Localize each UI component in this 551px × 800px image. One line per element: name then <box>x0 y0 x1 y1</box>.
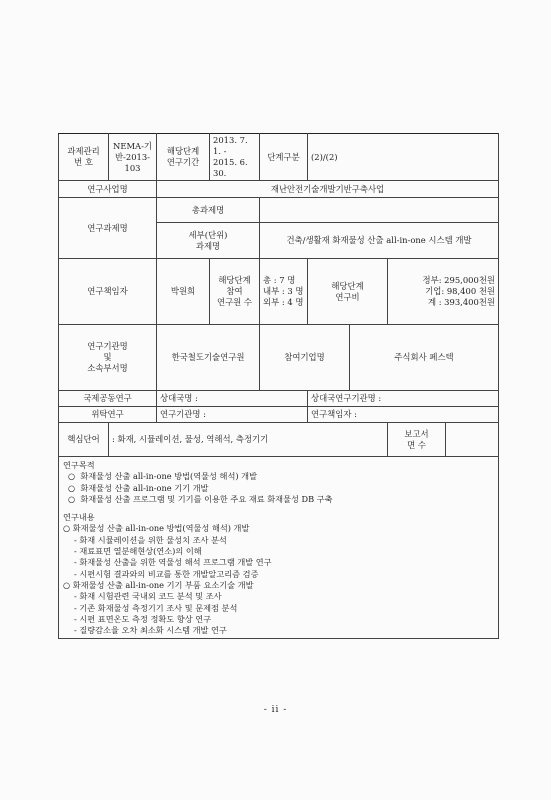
consign-label: 위탁연구 <box>59 407 157 423</box>
content-subitem: - 기존 화재물성 측정기기 조사 및 문제점 분석 <box>74 602 238 613</box>
content-subitem: - 질량감소율 오차 최소화 시스템 개발 연구 <box>74 625 227 636</box>
period-value: 2013. 7. 1. - 2015. 6. 30. <box>210 134 260 181</box>
stage-value: (2)/(2) <box>308 134 499 181</box>
sub-project-label: 세부(단위) 과제명 <box>157 223 260 259</box>
pi-label: 연구책임자 <box>59 259 157 325</box>
partner-value: 주식회사 페스텍 <box>350 325 499 391</box>
org-value: 한국철도기술연구원 <box>157 325 260 391</box>
partner-label: 참여기업명 <box>260 325 350 391</box>
period-label: 해당단계 연구기간 <box>157 134 210 181</box>
summary-form <box>58 133 498 639</box>
intl-country: 상대국명 : <box>157 391 308 407</box>
project-label: 연구과제명 <box>59 198 157 259</box>
content-subitem: - 시편 표면온도 측정 정확도 향상 연구 <box>74 613 212 624</box>
intl-agency: 상대국연구기관명 : <box>308 391 499 407</box>
report-pages-value <box>446 423 499 457</box>
consign-pi: 연구책임자 : <box>308 407 499 423</box>
objective-item: ○ 화재물성 산출 all-in-one 기기 개발 <box>68 482 209 493</box>
budget-value: 정부: 295,000천원 기업: 98,400 천원 계 : 393,400천원 <box>388 259 499 325</box>
main-project-value <box>260 198 499 223</box>
content-subitem: - 화재 시뮬레이션을 위한 물성치 조사 분석 <box>74 534 227 545</box>
content-subitem: - 화재물성 산출을 위한 역물성 해석 프로그램 개발 연구 <box>74 557 272 568</box>
main-project-label: 총과제명 <box>157 198 260 223</box>
mgmt-no-label: 과제관리 번 호 <box>59 134 109 181</box>
participants-counts: 총 : 7 명 내부 : 3 명 외부 : 4 명 <box>260 259 308 325</box>
keywords-label: 핵심단어 <box>59 423 109 457</box>
mgmt-no-value: NEMA-기 반-2013-103 <box>109 134 157 181</box>
budget-label: 해당단계 연구비 <box>308 259 388 325</box>
research-content-box <box>58 457 499 639</box>
content-item: ○ 화재물성 산출 all-in-one 기기 부품 요소기술 개발 <box>63 579 254 590</box>
program-label: 연구사업명 <box>59 181 157 198</box>
summary-table <box>58 133 499 457</box>
objective-item: ○ 화재물성 산출 프로그램 및 기기를 이용한 주요 재료 화재물성 DB 구축 <box>68 493 333 504</box>
sub-project-value: 건축/생활재 화재물성 산출 all-in-one 시스템 개발 <box>260 223 499 259</box>
pi-name: 박원희 <box>157 259 210 325</box>
objective-item: ○ 화재물성 산출 all-in-one 방법(역물성 해석) 개발 <box>68 471 257 482</box>
content-item: ○ 화재물성 산출 all-in-one 방법(역물성 해석) 개발 <box>63 523 250 534</box>
objectives-title: 연구목적 <box>63 460 95 470</box>
participants-label: 해당단계 참여 연구원 수 <box>210 259 260 325</box>
program-value: 재난안전기술개발기반구축사업 <box>157 181 499 198</box>
intl-label: 국제공동연구 <box>59 391 157 407</box>
content-subitem: - 재료표면 열분해현상(연소)의 이해 <box>74 546 202 557</box>
org-label: 연구기관명 및 소속부서명 <box>59 325 157 391</box>
page-number: - ii - <box>263 705 288 715</box>
content-subitem: - 화재 시험관련 국내외 코드 분석 및 조사 <box>74 591 222 602</box>
content-subitem: - 시편시험 결과와의 비교를 통한 개발알고리즘 검증 <box>74 568 259 579</box>
keywords-value: : 화재, 시뮬레이션, 물성, 역해석, 측정기기 <box>109 423 388 457</box>
contents-title: 연구내용 <box>63 512 95 523</box>
report-pages-label: 보고서 면 수 <box>388 423 446 457</box>
stage-label: 단계구분 <box>260 134 308 181</box>
consign-agency: 연구기관명 : <box>157 407 308 423</box>
